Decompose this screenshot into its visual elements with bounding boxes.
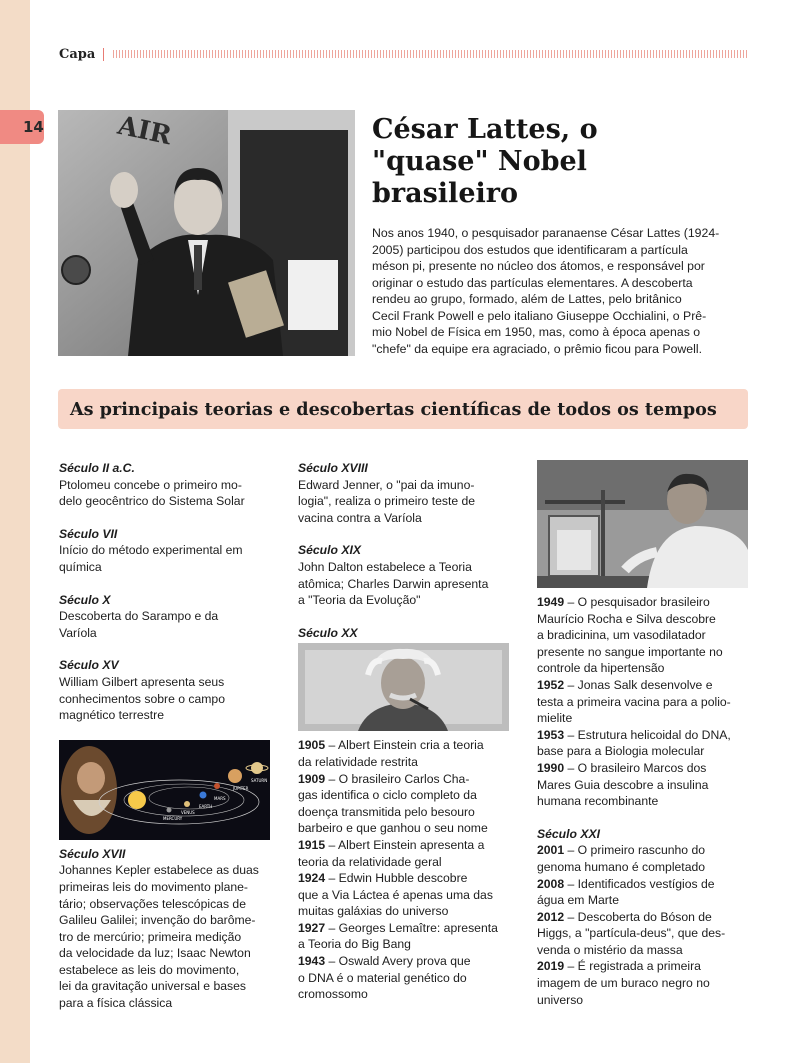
entry-line: – O primeiro rascunho do xyxy=(564,843,706,858)
year: 2008 xyxy=(537,876,565,891)
cesar-lattes-illustration xyxy=(58,110,355,356)
entry-line: cromossomo xyxy=(298,987,368,1002)
entry-line: mielite xyxy=(537,711,573,726)
entry-line: logia", realiza o primeiro teste de xyxy=(298,494,476,509)
timeline-entry xyxy=(59,657,277,723)
entry-line: Descoberta do Sarampo e da xyxy=(59,609,219,624)
entry-line: teoria da relatividade geral xyxy=(298,854,442,869)
era-heading: Século XV xyxy=(59,658,119,673)
planet-label: VENUS xyxy=(181,809,195,815)
entry-line: gas identifica o ciclo completo da xyxy=(298,788,477,803)
hero-text-line: Cecil Frank Powell e pelo italiano Giuseppe Occhialini, o Prê- xyxy=(372,308,707,323)
era-heading: Século VII xyxy=(59,526,118,541)
page-number: 14 xyxy=(23,118,44,136)
entry-line: primeiras leis do movimento plane- xyxy=(59,879,248,894)
entry-line: – Jonas Salk desenvolve e xyxy=(564,677,713,692)
timeline-entry xyxy=(59,460,277,510)
era-heading: Século XIX xyxy=(298,543,361,558)
entry-line: Início do método experimental em xyxy=(59,543,243,558)
header-separator xyxy=(103,48,104,61)
page-margin-strip xyxy=(0,0,30,1063)
entry-line: conhecimentos sobre o campo xyxy=(59,691,225,706)
year-line xyxy=(537,677,755,694)
hero-paragraph xyxy=(372,225,744,357)
year-line xyxy=(537,909,755,926)
year: 1953 xyxy=(537,727,565,742)
entry-line: – Georges Lemaître: apresenta xyxy=(325,920,498,935)
entry-line: universo xyxy=(537,992,584,1007)
entry-line: química xyxy=(59,559,102,574)
entry-line: humana recombinante xyxy=(537,794,659,809)
entry-line: – Edwin Hubble descobre xyxy=(325,871,468,886)
entry-line: Edward Jenner, o "pai da imuno- xyxy=(298,477,475,492)
header-tick-rule xyxy=(113,50,749,58)
planet-label: EARTH xyxy=(199,803,213,809)
year: 1924 xyxy=(298,871,326,886)
entry-line: Johannes Kepler estabelece as duas xyxy=(59,863,259,878)
year: 2012 xyxy=(537,909,565,924)
entry-line: a "Teoria da Evolução" xyxy=(298,593,421,608)
entry-line: – O brasileiro Marcos dos xyxy=(564,760,707,775)
entry-line: venda o mistério da massa xyxy=(537,942,683,957)
year: 1943 xyxy=(298,954,326,969)
entry-line: magnético terrestre xyxy=(59,708,164,723)
timeline-column-2 xyxy=(298,460,516,1019)
entry-line: delo geocêntrico do Sistema Solar xyxy=(59,494,245,509)
entry-line: – Albert Einstein cria a teoria xyxy=(325,738,484,753)
entry-line: que a Via Láctea é apenas uma das xyxy=(298,887,493,902)
page-number-tab xyxy=(0,110,44,144)
entry-line: Maurício Rocha e Silva descobre xyxy=(537,611,716,626)
entry-line: Mares Guia descobre a insulina xyxy=(537,777,709,792)
year-line xyxy=(537,876,755,893)
entry-line: controle da hipertensão xyxy=(537,661,665,676)
hero-text-line: "chefe" da equipe era agraciado, o prêmio ficou para Powell. xyxy=(372,341,703,356)
hero-text-line: originar o estudo das partículas elementares. A descoberta xyxy=(372,275,693,290)
year: 2019 xyxy=(537,959,565,974)
entry-line: vacina contra a Varíola xyxy=(298,510,422,525)
planet-label: MARS xyxy=(214,795,226,801)
timeline-column-1 xyxy=(59,460,277,1028)
year-line xyxy=(298,737,516,754)
entry-line: estabelece as leis do movimento, xyxy=(59,962,240,977)
entry-line: – É registrada a primeira xyxy=(564,959,701,974)
timeline-entry xyxy=(298,460,516,526)
entry-line: genoma humano é completado xyxy=(537,859,706,874)
year: 1927 xyxy=(298,920,326,935)
year: 1949 xyxy=(537,595,565,609)
year-line xyxy=(298,870,516,887)
era-heading: Século XX xyxy=(298,625,358,640)
hero-text-line: méson pi, presente no núcleo dos átomos, e responsável por xyxy=(372,259,705,273)
hero-title-line: brasileiro xyxy=(372,178,518,209)
timeline-entry xyxy=(59,592,277,642)
year-line xyxy=(537,594,755,611)
entry-line: barbeiro e que ganhou o seu nome xyxy=(298,821,488,836)
year: 1909 xyxy=(298,771,326,786)
year-line xyxy=(537,842,755,859)
running-header xyxy=(59,44,749,64)
year-line xyxy=(298,920,516,937)
planet-label: SATURN xyxy=(251,777,268,783)
entry-line: – O brasileiro Carlos Cha- xyxy=(325,771,470,786)
section-banner xyxy=(58,389,748,429)
entry-line: Galileu Galilei; invenção do barôme- xyxy=(59,913,256,928)
year-line xyxy=(537,958,755,975)
entry-line: – Albert Einstein apresenta a xyxy=(325,837,485,852)
timeline-entry-xx-continued xyxy=(537,594,755,810)
hero-title-line: César Lattes, o xyxy=(372,114,598,145)
entry-line: a Teoria do Big Bang xyxy=(298,937,411,952)
hero-text-line: 2005) participou dos estudos que identificaram a partícula xyxy=(372,242,688,257)
hero-title xyxy=(372,114,702,210)
timeline-column-3 xyxy=(537,460,755,1024)
hero-text-line: mio Nobel de Física em 1950, mas, como à época apenas o xyxy=(372,325,701,339)
era-heading: Século XXI xyxy=(537,826,600,841)
entry-line: – Oswald Avery prova que xyxy=(325,954,471,969)
year: 1915 xyxy=(298,837,326,852)
era-heading: Século XVIII xyxy=(298,461,368,475)
entry-line: doença transmitida pelo besouro xyxy=(298,804,475,819)
timeline-entry xyxy=(59,846,277,1012)
year: 1952 xyxy=(537,677,565,692)
entry-line: – O pesquisador brasileiro xyxy=(564,595,710,609)
entry-line: John Dalton estabelece a Teoria xyxy=(298,559,472,574)
entry-line: da relatividade restrita xyxy=(298,754,418,769)
entry-line: Varíola xyxy=(59,625,97,640)
entry-line: testa a primeira vacina para a polio- xyxy=(537,694,731,709)
entry-line: tário; observações telescópicas de xyxy=(59,896,246,911)
laboratory-scientist-photo xyxy=(537,460,748,588)
banner-title: As principais teorias e descobertas científicas de todos os tempos xyxy=(70,398,717,420)
entry-line: o DNA é o material genético do xyxy=(298,970,467,985)
year: 1990 xyxy=(537,760,565,775)
entry-line: da velocidade da luz; Isaac Newton xyxy=(59,946,251,961)
einstein-photo xyxy=(298,643,509,731)
section-label: Capa xyxy=(59,46,96,62)
entry-line: atômica; Charles Darwin apresenta xyxy=(298,576,489,591)
entry-line: tro de mercúrio; primeira medição xyxy=(59,929,242,944)
year: 2001 xyxy=(537,843,565,858)
entry-line: – Identificados vestígios de xyxy=(564,876,715,891)
entry-line: – Estrutura helicoidal do DNA, xyxy=(564,727,731,742)
entry-line: base para a Biologia molecular xyxy=(537,744,705,759)
planet-label: JUPITER xyxy=(233,785,249,791)
year-line xyxy=(298,771,516,788)
entry-line: presente no sangue importante no xyxy=(537,644,723,659)
era-heading: Século II a.C. xyxy=(59,461,135,475)
cesar-lattes-photo xyxy=(58,110,355,356)
entry-line: William Gilbert apresenta seus xyxy=(59,674,225,689)
entry-line: muitas galáxias do universo xyxy=(298,904,449,919)
entry-line: imagem de um buraco negro no xyxy=(537,976,710,991)
hero-text-line: Nos anos 1940, o pesquisador paranaense César Lattes (1924- xyxy=(372,226,720,240)
entry-line: Higgs, a "partícula-deus", que des- xyxy=(537,926,726,941)
hero-title-line: "quase" Nobel xyxy=(372,146,587,177)
timeline-entry xyxy=(59,526,277,576)
entry-line: Ptolomeu concebe o primeiro mo- xyxy=(59,477,242,492)
timeline-entry xyxy=(537,826,755,1009)
year-line xyxy=(298,953,516,970)
timeline-entry xyxy=(298,542,516,608)
entry-line: água em Marte xyxy=(537,893,619,908)
entry-line: a bradicinina, um vasodilatador xyxy=(537,628,706,643)
planet-label: MERCURY xyxy=(163,815,183,821)
year: 1905 xyxy=(298,738,326,753)
hero-text-line: rendeu ao grupo, formado, além de Lattes, pelo britânico xyxy=(372,292,682,306)
entry-line: – Descoberta do Bóson de xyxy=(564,909,712,924)
entry-line: lei da gravitação universal e bases xyxy=(59,979,246,994)
year-line xyxy=(537,727,755,744)
kepler-solar-system-image xyxy=(59,740,270,840)
timeline-entry xyxy=(298,625,516,642)
era-heading: Século X xyxy=(59,592,111,607)
year-line xyxy=(537,760,755,777)
year-line xyxy=(298,837,516,854)
plane-sign: AIR xyxy=(115,110,175,152)
timeline-entry-xx xyxy=(298,737,516,1003)
entry-line: para a física clássica xyxy=(59,996,173,1011)
era-heading: Século XVII xyxy=(59,846,126,861)
